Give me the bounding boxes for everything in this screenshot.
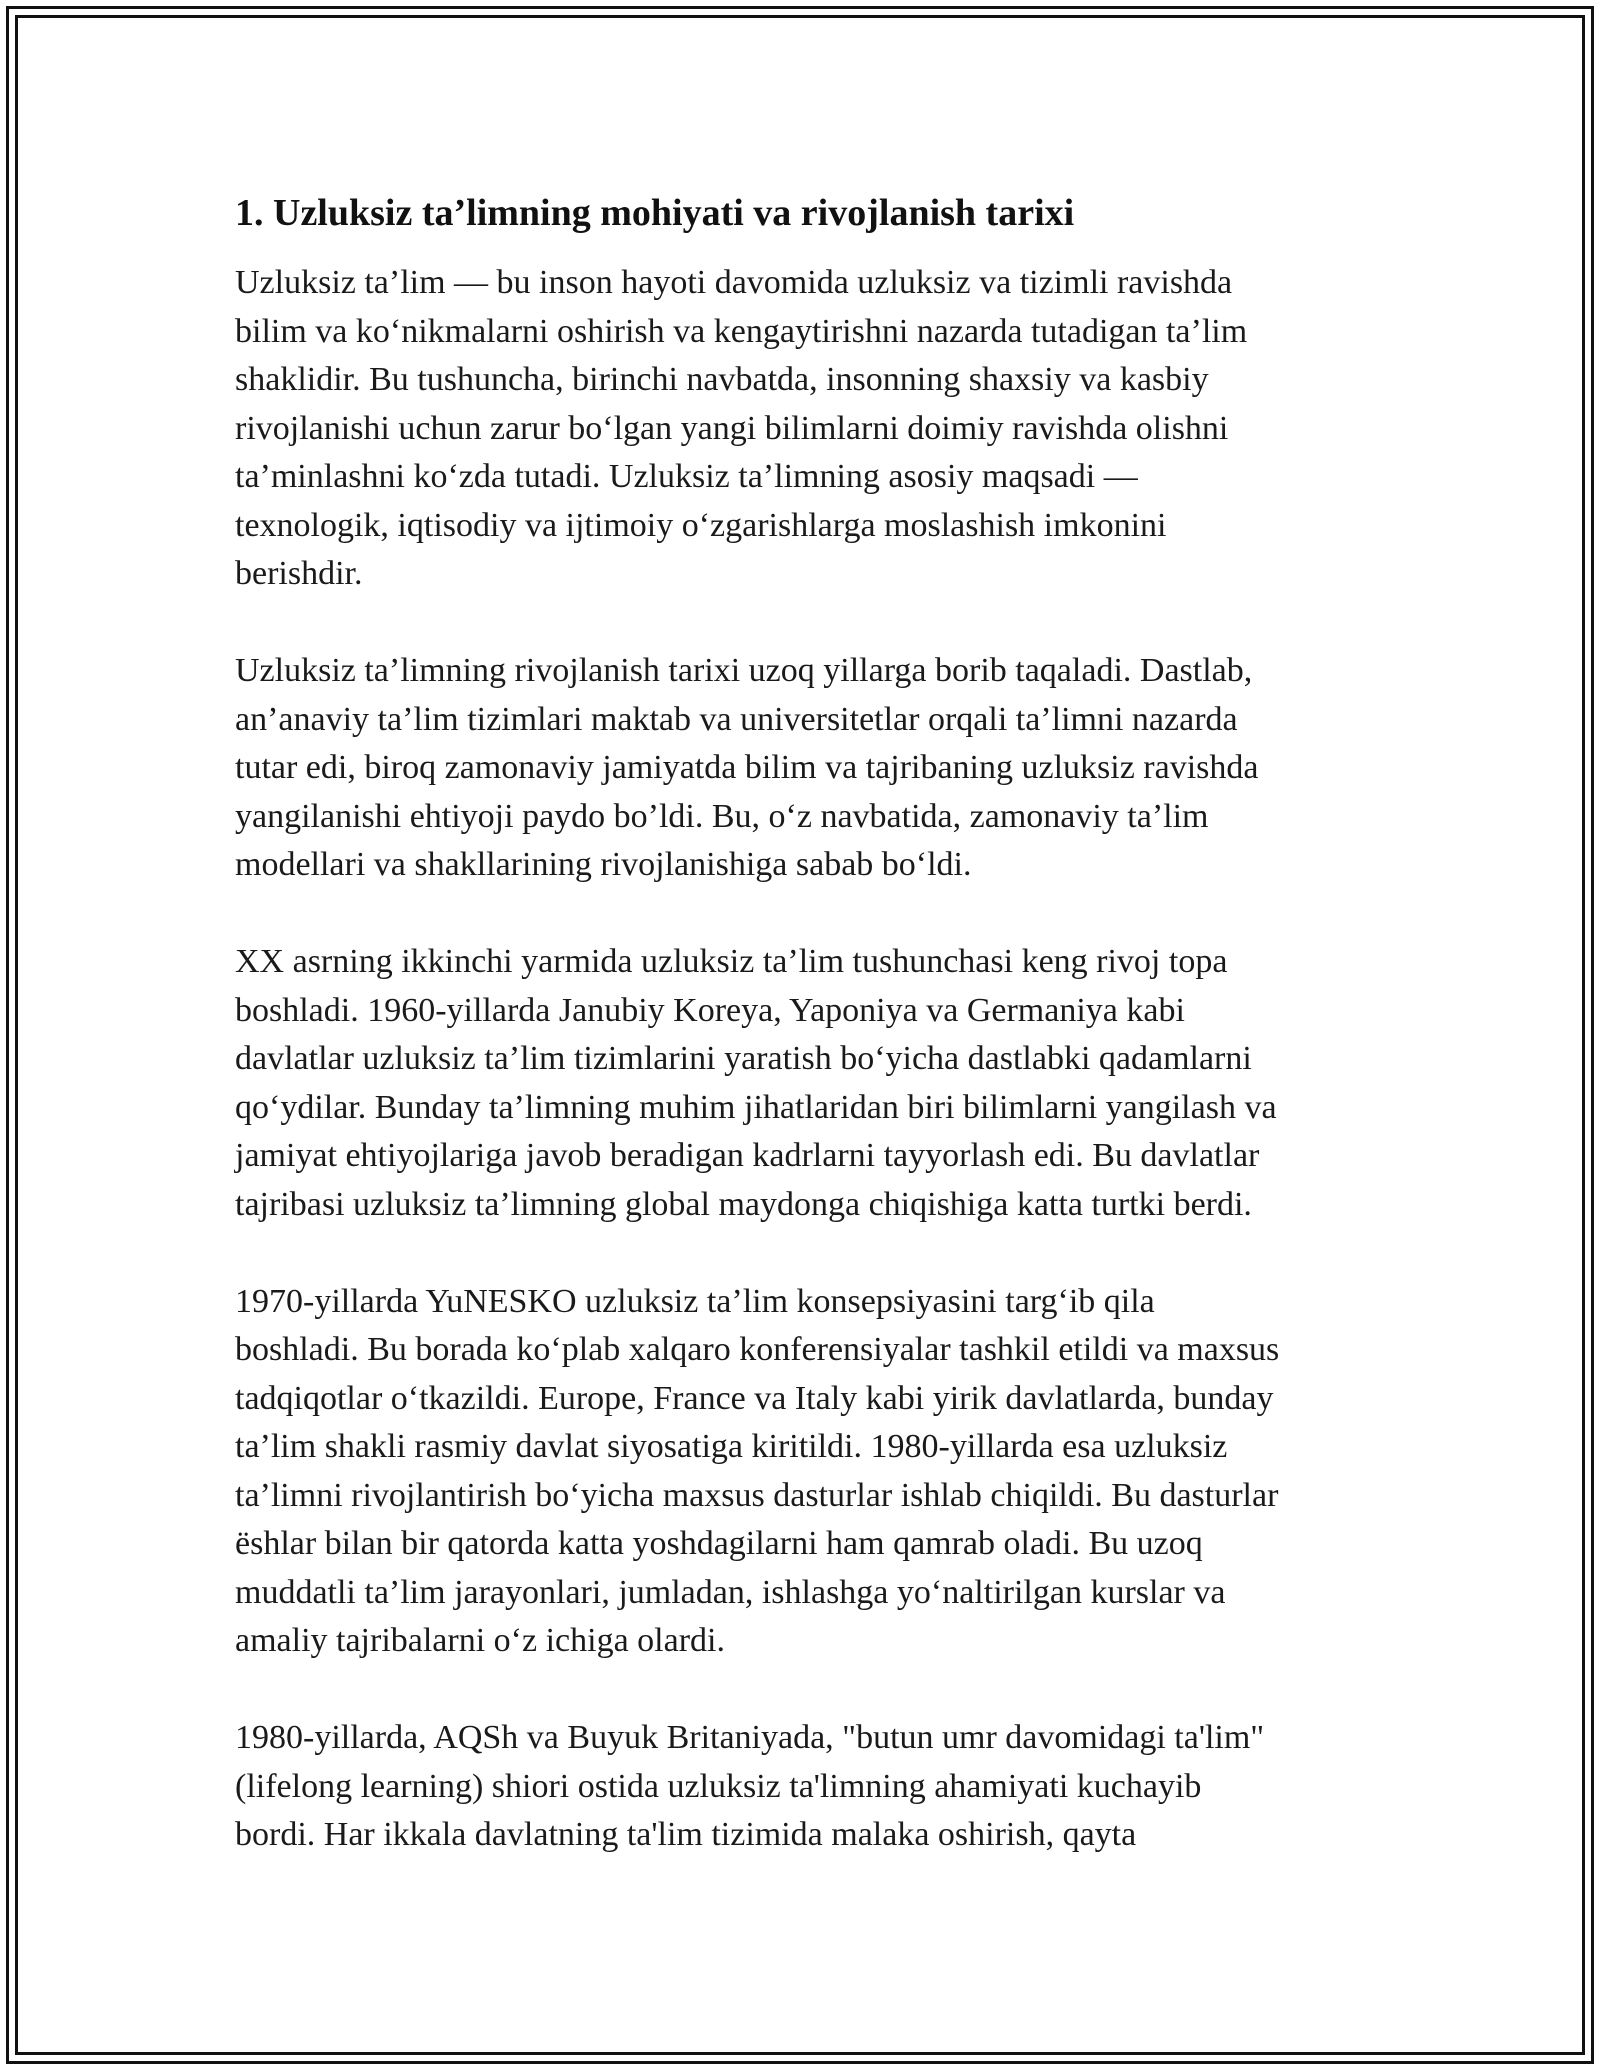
- text-line: 1970-yillarda YuNESKO uzluksiz ta’lim konsepsiyasini targ‘ib qila: [235, 1282, 1155, 1320]
- text-line: ёshlar bilan bir qatorda katta yoshdagilarni ham qamrab oladi. Bu uzoq: [235, 1525, 1203, 1562]
- text-line: bilim va ko‘nikmalarni oshirish va kengaytirishni nazarda tutadigan ta’lim: [235, 312, 1248, 350]
- text-line: berishdir.: [235, 555, 363, 592]
- text-line: qo‘ydilar. Bunday ta’limning muhim jihatlaridan biri bilimlarni yangilash va: [235, 1088, 1277, 1126]
- text-line: an’anaviy ta’lim tizimlari maktab va universitetlar orqali ta’limni nazarda: [235, 700, 1238, 738]
- text-line: Uzluksiz ta’lim — bu inson hayoti davomida uzluksiz va tizimli ravishda: [235, 264, 1233, 301]
- text-line: muddatli ta’lim jarayonlari, jumladan, ishlashga yo‘naltirilgan kurslar va: [235, 1573, 1226, 1611]
- paragraph-lifelong-learning: [235, 1714, 1375, 1860]
- text-line: shaklidir. Bu tushuncha, birinchi navbatda, insonning shaxsiy va kasbiy: [235, 361, 1209, 398]
- paragraph-history: [235, 647, 1375, 890]
- text-line: modellari va shakllarining rivojlanishiga sabab bo‘ldi.: [235, 846, 972, 883]
- text-line: yangilanishi ehtiyoji paydo bo’ldi. Bu, o‘z navbatida, zamonaviy ta’lim: [235, 797, 1209, 835]
- text-line: jamiyat ehtiyojlariga javob beradigan kadrlarni tayyorlash edi. Bu davlatlar: [235, 1137, 1260, 1174]
- text-line: 1980-yillarda, AQSh va Buyuk Britaniyada, "butun umr davomidagi ta'lim": [235, 1719, 1265, 1756]
- text-line: ta’lim shakli rasmiy davlat siyosatiga kiritildi. 1980-yillarda esa uzluksiz: [235, 1428, 1228, 1465]
- text-line: ta’limni rivojlantirish bo‘yicha maxsus dasturlar ishlab chiqildi. Bu dasturlar: [235, 1476, 1279, 1514]
- paragraph-definition: [235, 259, 1375, 599]
- text-line: ta’minlashni ko‘zda tutadi. Uzluksiz ta’limning asosiy maqsadi —: [235, 458, 1138, 495]
- text-line: boshladi. 1960-yillarda Janubiy Koreya, Yaponiya va Germaniya kabi: [235, 991, 1185, 1029]
- text-line: tajribasi uzluksiz ta’limning global maydonga chiqishiga katta turtki berdi.: [235, 1185, 1252, 1223]
- paragraph-20th-century: [235, 938, 1375, 1229]
- text-line: XX asrning ikkinchi yarmida uzluksiz ta’lim tushunchasi keng rivoj topa: [235, 943, 1228, 980]
- text-line: tutar edi, biroq zamonaviy jamiyatda bilim va tajribaning uzluksiz ravishda: [235, 749, 1259, 786]
- text-line: tadqiqotlar o‘tkazildi. Europe, France va Italy kabi yirik davlatlarda, bunday: [235, 1379, 1274, 1417]
- text-line: (lifelong learning) shiori ostida uzluksiz ta'limning ahamiyati kuchayib: [235, 1767, 1202, 1805]
- text-line: texnologik, iqtisodiy va ijtimoiy o‘zgarishlarga moslashish imkonini: [235, 506, 1167, 544]
- document-body: [235, 180, 1375, 1908]
- paragraph-unesco: [235, 1278, 1375, 1666]
- text-line: boshladi. Bu borada ko‘plab xalqaro konferensiyalar tashkil etildi va maxsus: [235, 1331, 1280, 1368]
- text-line: davlatlar uzluksiz ta’lim tizimlarini yaratish bo‘yicha dastlabki qadamlarni: [235, 1040, 1252, 1077]
- text-line: bordi. Har ikkala davlatning ta'lim tizimida malaka oshirish, qayta: [235, 1816, 1137, 1853]
- text-line: Uzluksiz ta’limning rivojlanish tarixi uzoq yillarga borib taqaladi. Dastlab,: [235, 652, 1253, 689]
- text-line: amaliy tajribalarni o‘z ichiga olardi.: [235, 1622, 725, 1659]
- section-heading: 1. Uzluksiz ta’limning mohiyati va rivojlanish tarixi: [235, 192, 1075, 234]
- text-line: rivojlanishi uchun zarur bo‘lgan yangi bilimlarni doimiy ravishda olishni: [235, 409, 1229, 447]
